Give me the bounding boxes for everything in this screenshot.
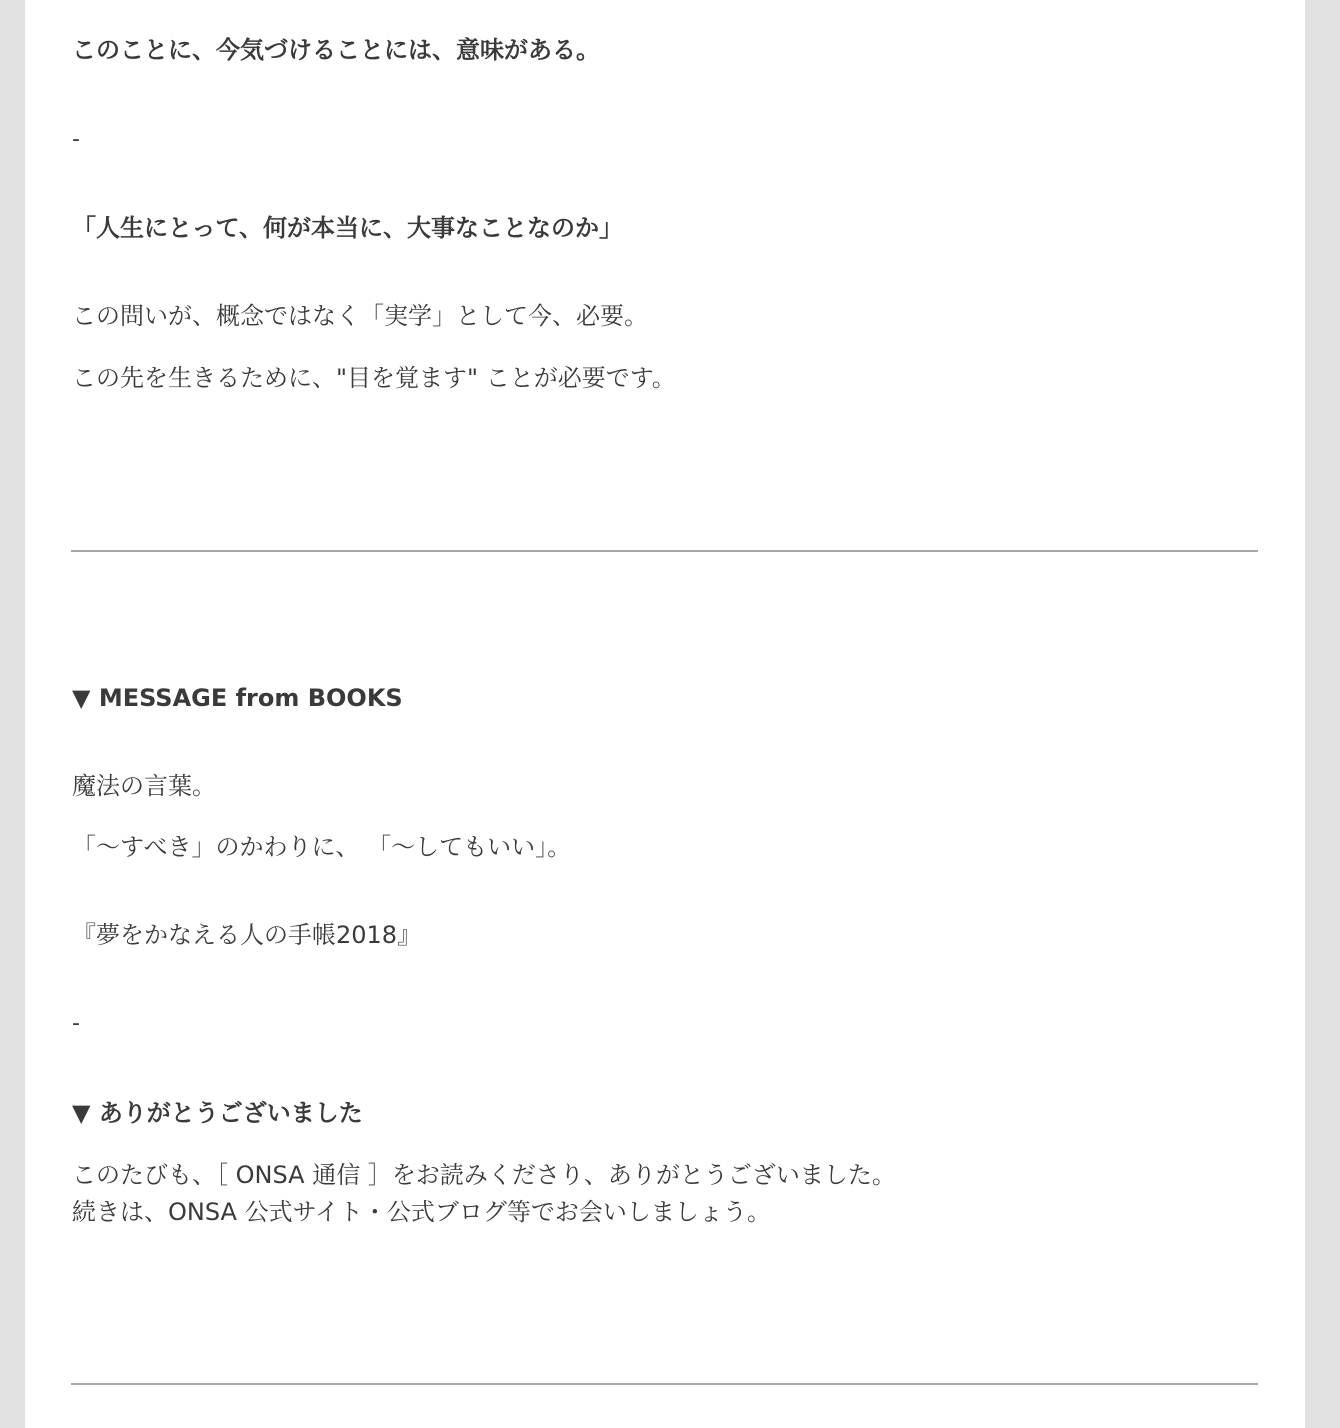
- book-title: 『夢をかなえる人の手帳2018』: [72, 921, 422, 949]
- thanks-text-line: このたびも、［ ONSA 通信 ］をお読みくださり、ありがとうございました。: [72, 1161, 896, 1189]
- thanks-section-heading: ▼ ありがとうございました: [72, 1099, 363, 1127]
- books-quote-line: 「〜すべき」のかわりに、 「〜してもいい」。: [72, 833, 572, 861]
- books-quote-line: 魔法の言葉。: [72, 772, 216, 800]
- thanks-text-line: 続きは、ONSA 公式サイト・公式ブログ等でお会いしましょう。: [72, 1198, 771, 1226]
- key-question: 「人生にとって、何が本当に、大事なことなのか」: [72, 214, 624, 242]
- closing-statement: このことに、今気づけることには、意味がある。: [72, 36, 600, 64]
- separator-dash: -: [72, 127, 80, 152]
- body-text-line: この問いが、概念ではなく「実学」として今、必要。: [72, 302, 648, 330]
- separator-dash: -: [72, 1011, 80, 1036]
- section-divider: [71, 1383, 1258, 1385]
- books-section-heading: ▼ MESSAGE from BOOKS: [72, 684, 403, 712]
- section-divider: [71, 550, 1258, 552]
- body-text-line: この先を生きるために、"目を覚ます" ことが必要です。: [72, 364, 676, 392]
